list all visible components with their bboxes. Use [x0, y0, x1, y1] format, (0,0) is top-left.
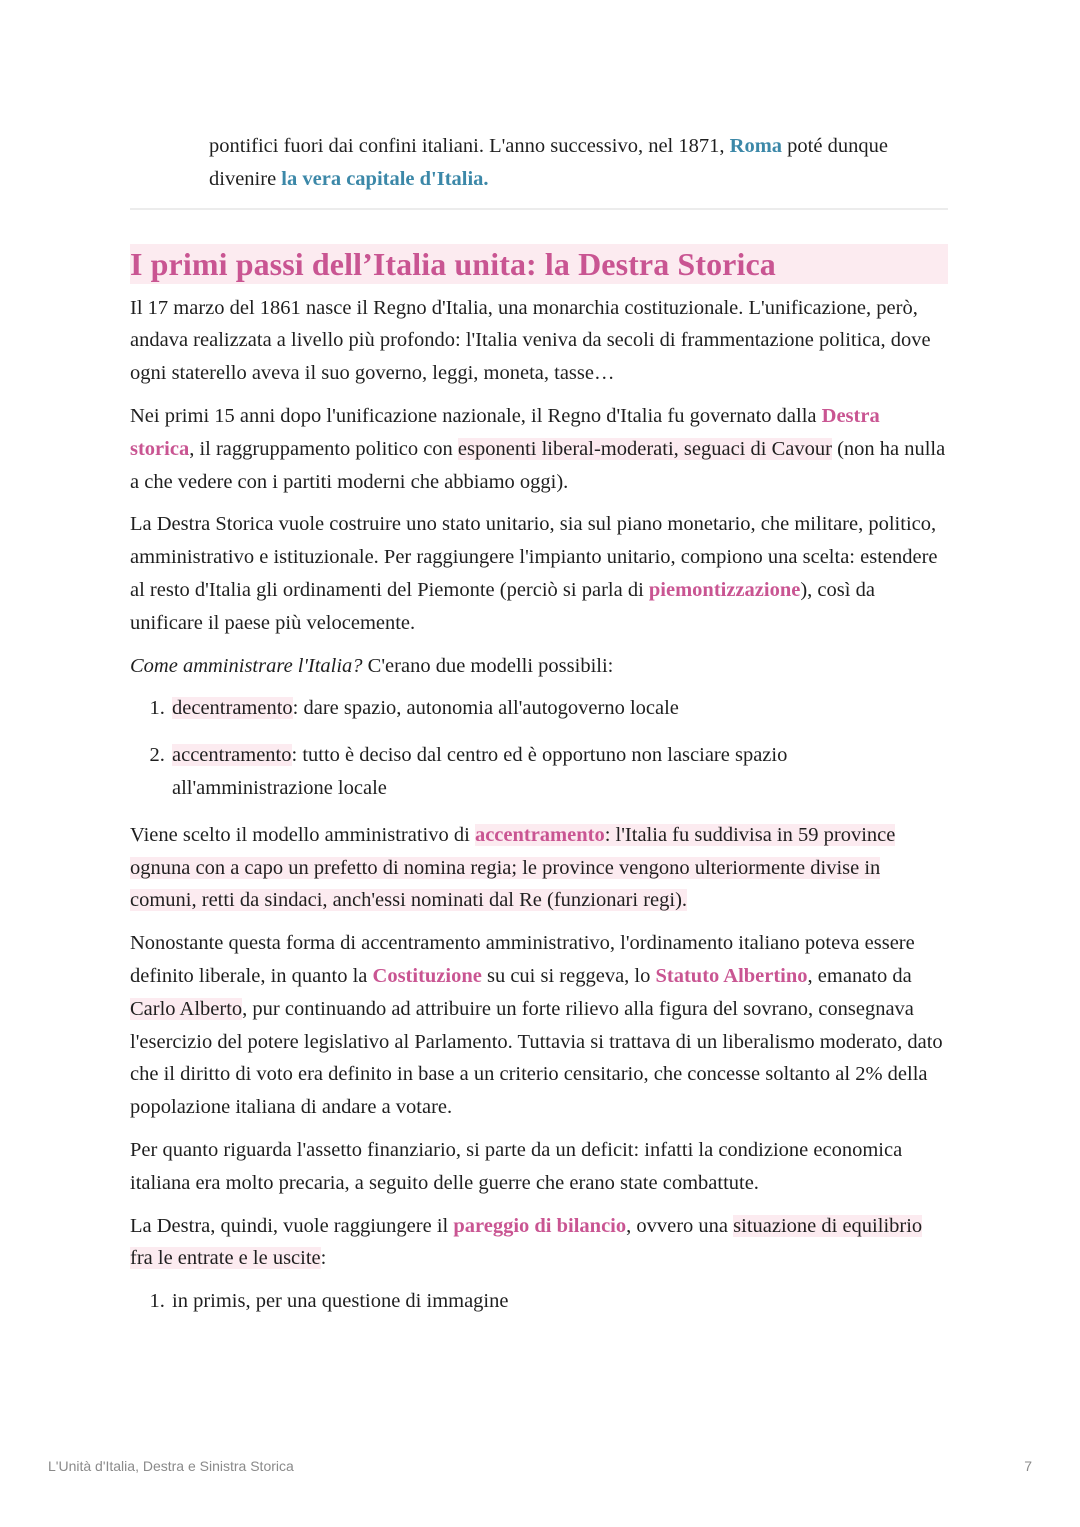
page-footer: [48, 1458, 1032, 1478]
text-run: ), così da unificare il paese più velocemente.: [130, 578, 875, 634]
statuto-albertino-term: Statuto Albertino: [655, 964, 808, 987]
roma-highlight: Roma: [729, 135, 783, 157]
piemontizzazione-term: piemontizzazione: [648, 578, 801, 601]
models-list: [130, 692, 948, 804]
text-run: , ovvero una: [626, 1214, 734, 1237]
text-run: La Destra Storica vuole costruire uno stato unitario, sia sul piano monetario, che militare, politico, amministrativo e istituzionale. Per raggiungere l'impianto unitario, compiono una scelta: estendere al resto d'Italia gli ordinamenti del Piemonte (perciò si parla di: [130, 513, 938, 601]
text-run: : tutto è deciso dal centro ed è opportuno non lasciare spazio all'amministrazione locale: [172, 744, 788, 799]
text-run: C'erano due modelli possibili:: [362, 654, 614, 677]
paragraph-modelli: [130, 650, 948, 683]
page-number: 7: [1024, 1458, 1032, 1474]
esponenti-highlight: esponenti liberal-moderati, seguaci di Cavour: [457, 437, 832, 460]
text-run: , pur continuando ad attribuire un forte rilievo alla figura del sovrano, consegnava l'esercizio del potere legislativo al Parlamento. Tuttavia si trattava di un liberalismo moderato, dato che il diritto di voto era definito in base a un criterio censitario, che concesse soltanto al 2% della popolazione italiana di andare a votare.: [130, 997, 943, 1119]
text-run: poté dunque divenire: [209, 135, 888, 190]
costituzione-term: Costituzione: [372, 964, 482, 987]
capitale-highlight: la vera capitale d'Italia.: [281, 167, 489, 190]
paragraph-stato-unitario: [130, 508, 948, 639]
reasons-list: [130, 1285, 948, 1318]
section-heading: I primi passi dell’Italia unita: la Destra Storica: [130, 244, 948, 284]
accentramento-highlight: accentramento: [474, 823, 605, 846]
list-item: [170, 692, 948, 725]
text-run: (non ha nulla a che vedere con i partiti moderni che abbiamo oggi).: [130, 437, 946, 493]
pareggio-term: pareggio di bilancio: [453, 1214, 627, 1237]
paragraph-statuto: [130, 927, 948, 1124]
section-divider: [130, 208, 948, 210]
text-run: :: [320, 1247, 327, 1270]
paragraph-accentramento: [130, 819, 948, 917]
question-text: Come amministrare l'Italia?: [130, 654, 363, 677]
continuation-paragraph: [130, 130, 948, 196]
list-item: 1. in primis, per una questione di immagine: [170, 1285, 948, 1318]
text-run: , il raggruppamento politico con: [189, 437, 458, 460]
accentramento-term: accentramento: [172, 744, 292, 767]
text-run: : dare spazio, autonomia all'autogoverno locale: [292, 697, 679, 720]
paragraph-pareggio: [130, 1210, 948, 1276]
destra-storica-term: Destra storica: [130, 404, 880, 460]
text-run: Nei primi 15 anni dopo l'unificazione nazionale, il Regno d'Italia fu governato dalla: [130, 404, 822, 427]
carlo-alberto-highlight: Carlo Alberto: [130, 997, 243, 1020]
text-run: pontifici fuori dai confini italiani. L'anno successivo, nel 1871,: [209, 135, 730, 157]
decentramento-term: decentramento: [172, 697, 293, 720]
paragraph-destra-storica: [130, 400, 948, 498]
equilibrio-highlight: situazione di equilibrio fra le entrate e le uscite: [130, 1214, 923, 1270]
paragraph-finanze: Per quanto riguarda l'assetto finanziario, si parte da un deficit: infatti la condizione economica italiana era molto precaria, a seguito delle guerre che erano state combattute.: [130, 1138, 903, 1194]
text-run: Nonostante questa forma di accentramento amministrativo, l'ordinamento italiano poteva essere definito liberale, in quanto la: [130, 932, 915, 987]
document-body: [130, 130, 948, 1332]
text-run: Viene scelto il modello amministrativo di: [130, 823, 475, 846]
text-run: La Destra, quindi, vuole raggiungere il: [130, 1214, 454, 1237]
province-highlight: : l'Italia fu suddivisa in 59 province ognuna con a capo un prefetto di nomina regia; le province vengono ulteriormente divise in comuni, retti da sindaci, anch'essi nominati dal Re (funzionari regi).: [130, 823, 896, 912]
list-item: [170, 739, 948, 805]
paragraph-regno: Il 17 marzo del 1861 nasce il Regno d'Italia, una monarchia costituzionale. L'unificazione, però, andava realizzata a livello più profondo: l'Italia veniva da secoli di frammentazione politica, dove ogni staterello aveva il suo governo, leggi, moneta, tasse…: [130, 296, 931, 385]
text-run: , emanato da: [807, 964, 912, 987]
text-run: su cui si reggeva, lo: [481, 964, 656, 987]
footer-title: L'Unità d'Italia, Destra e Sinistra Storica: [48, 1458, 294, 1474]
